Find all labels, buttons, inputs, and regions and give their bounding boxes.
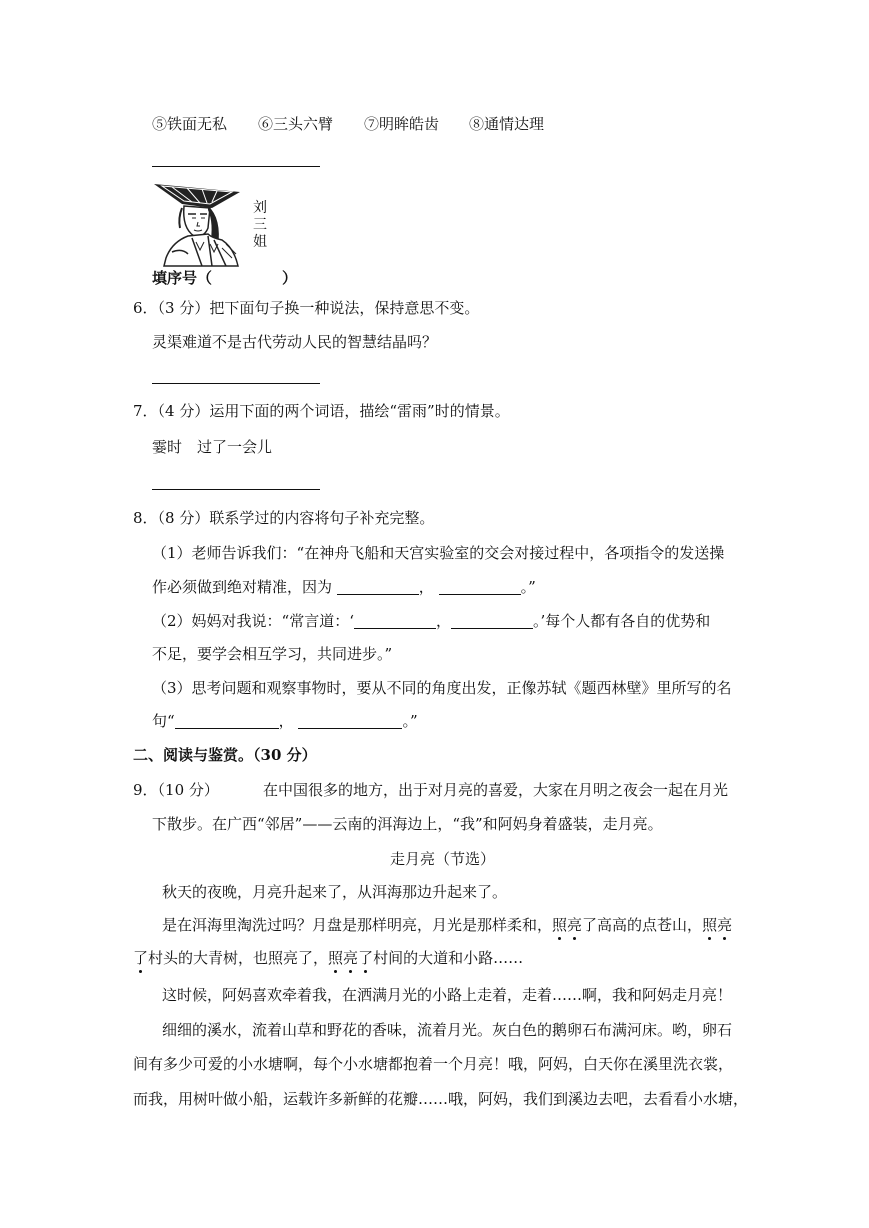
para2-text-c: 了高高的点苍山， [582,916,703,934]
dot-char: 照 [702,916,718,934]
passage-para-4-line2: 间有多少可爱的小水塘啊，每个小水塘都抱着一个月亮！哦，阿妈，白天你在溪里洗衣裳， [133,1055,734,1073]
passage-para-2-line1 [162,915,732,935]
q8-stem: 8．（8 分）联系学过的内容将句子补充完整。 [133,509,435,527]
q5-answer-blank[interactable] [152,166,320,167]
q8-part3-line1: （3）思考问题和观察事物时，要从不同的角度出发，正像苏轼《题西林壁》里所写的名 [152,679,732,697]
q8-part1-blank-2[interactable] [439,580,521,595]
para2-text-b: 村头的大青树，也照亮了， [148,949,329,967]
para2-dotted-word-2 [702,916,732,934]
q8-part2-text: （2）妈妈对我说：“常言道：‘ [152,612,354,630]
q8-part2-end: 。’每个人都有各自的优势和 [533,612,711,630]
q8-part1-comma: ， [418,578,434,596]
q8-part3-blank-1[interactable] [175,714,279,729]
para2-dotted-word-3 [328,949,358,967]
passage-para-2-line2 [133,948,523,968]
q8-part3-end: 。” [402,712,418,730]
q8-part2-line2: 不足，要学会相互学习，共同进步。” [152,645,393,663]
q8-part3-comma: ， [278,712,294,730]
para2-dotted-le-2: 了 [358,949,374,967]
q5-option-5: ⑤铁面无私 [152,115,228,133]
liu-sanjie-picture [152,178,322,288]
q8-part1-text: 作必须做到绝对精准，因为 [152,578,333,596]
q8-part3-line2 [152,711,418,731]
q9-score: 9．（10 分） [133,781,219,799]
q8-part2-comma: ， [435,612,451,630]
q6-sentence: 灵渠难道不是古代劳动人民的智慧结晶吗？ [152,333,438,351]
dot-char: 亮 [567,916,583,934]
q6-stem: 6．（3 分）把下面句子换一种说法，保持意思不变。 [133,299,480,317]
passage-title: 走月亮（节选） [390,850,496,868]
q9-intro-line2: 下散步。在广西“邻居”——云南的洱海边上，“我”和阿妈身着盛装，走月亮。 [152,815,663,833]
liu-sanjie-illustration [152,178,247,268]
q6-answer-blank[interactable] [152,383,320,384]
para2-dotted-le-1: 了 [133,949,149,967]
dot-char: 照 [328,949,344,967]
passage-para-3: 这时候，阿妈喜欢牵着我，在洒满月光的小路上走着，走着……啊，我和阿妈走月亮！ [162,986,733,1004]
vertical-name-char: 姐 [253,234,267,250]
q5-option-6: ⑥三头六臂 [258,115,334,133]
fill-number-close: ） [282,269,298,287]
vertical-name-char: 刘 [253,200,267,216]
passage-para-1: 秋天的夜晚，月亮升起来了，从洱海那边升起来了。 [162,883,508,901]
passage-para-4-line1: 细细的溪水，流着山草和野花的香味，流着月光。灰白色的鹅卵石布满河床。哟，卵石 [162,1021,733,1039]
q8-part1-line2 [152,577,536,597]
liu-sanjie-label [252,200,268,251]
q8-part2-blank-1[interactable] [354,614,436,629]
q8-part1-end: 。” [520,578,536,596]
dot-char: 照 [552,916,568,934]
q8-part1-line1: （1）老师告诉我们：“在神舟飞船和天宫实验室的交会对接过程中，各项指令的发送操 [152,544,725,562]
para2-text-e: 村间的大道和小路…… [373,949,524,967]
q5-option-8: ⑧通情达理 [469,115,545,133]
q7-words: 霎时 过了一会儿 [152,438,273,456]
passage-para-4-line3: 而我，用树叶做小船，运载许多新鲜的花瓣……哦，阿妈，我们到溪边去吧，去看看小水塘， [133,1090,749,1108]
para2-text-a: 是在洱海里淘洗过吗？月盘是那样明亮，月光是那样柔和， [162,916,553,934]
q8-part2-blank-2[interactable] [451,614,533,629]
para2-dotted-word-1 [552,916,582,934]
dot-char: 亮 [717,916,733,934]
fill-number-open: 填序号（ [152,269,213,287]
q7-answer-blank[interactable] [152,489,320,490]
q8-part3-text: 句“ [152,712,175,730]
q8-part3-blank-2[interactable] [298,714,402,729]
q5-option-7: ⑦明眸皓齿 [364,115,440,133]
section-2-title: 二、阅读与鉴赏。（30 分） [133,746,317,764]
q8-part1-blank-1[interactable] [337,580,419,595]
q7-stem: 7．（4 分）运用下面的两个词语，描绘“雷雨”时的情景。 [133,402,510,420]
q8-part2-line1 [152,611,710,631]
q9-intro-line1: 在中国很多的地方，出于对月亮的喜爱，大家在月明之夜会一起在月光 [263,781,729,799]
vertical-name-char: 三 [253,217,267,233]
fill-number-label [152,267,297,288]
dot-char: 亮 [343,949,359,967]
